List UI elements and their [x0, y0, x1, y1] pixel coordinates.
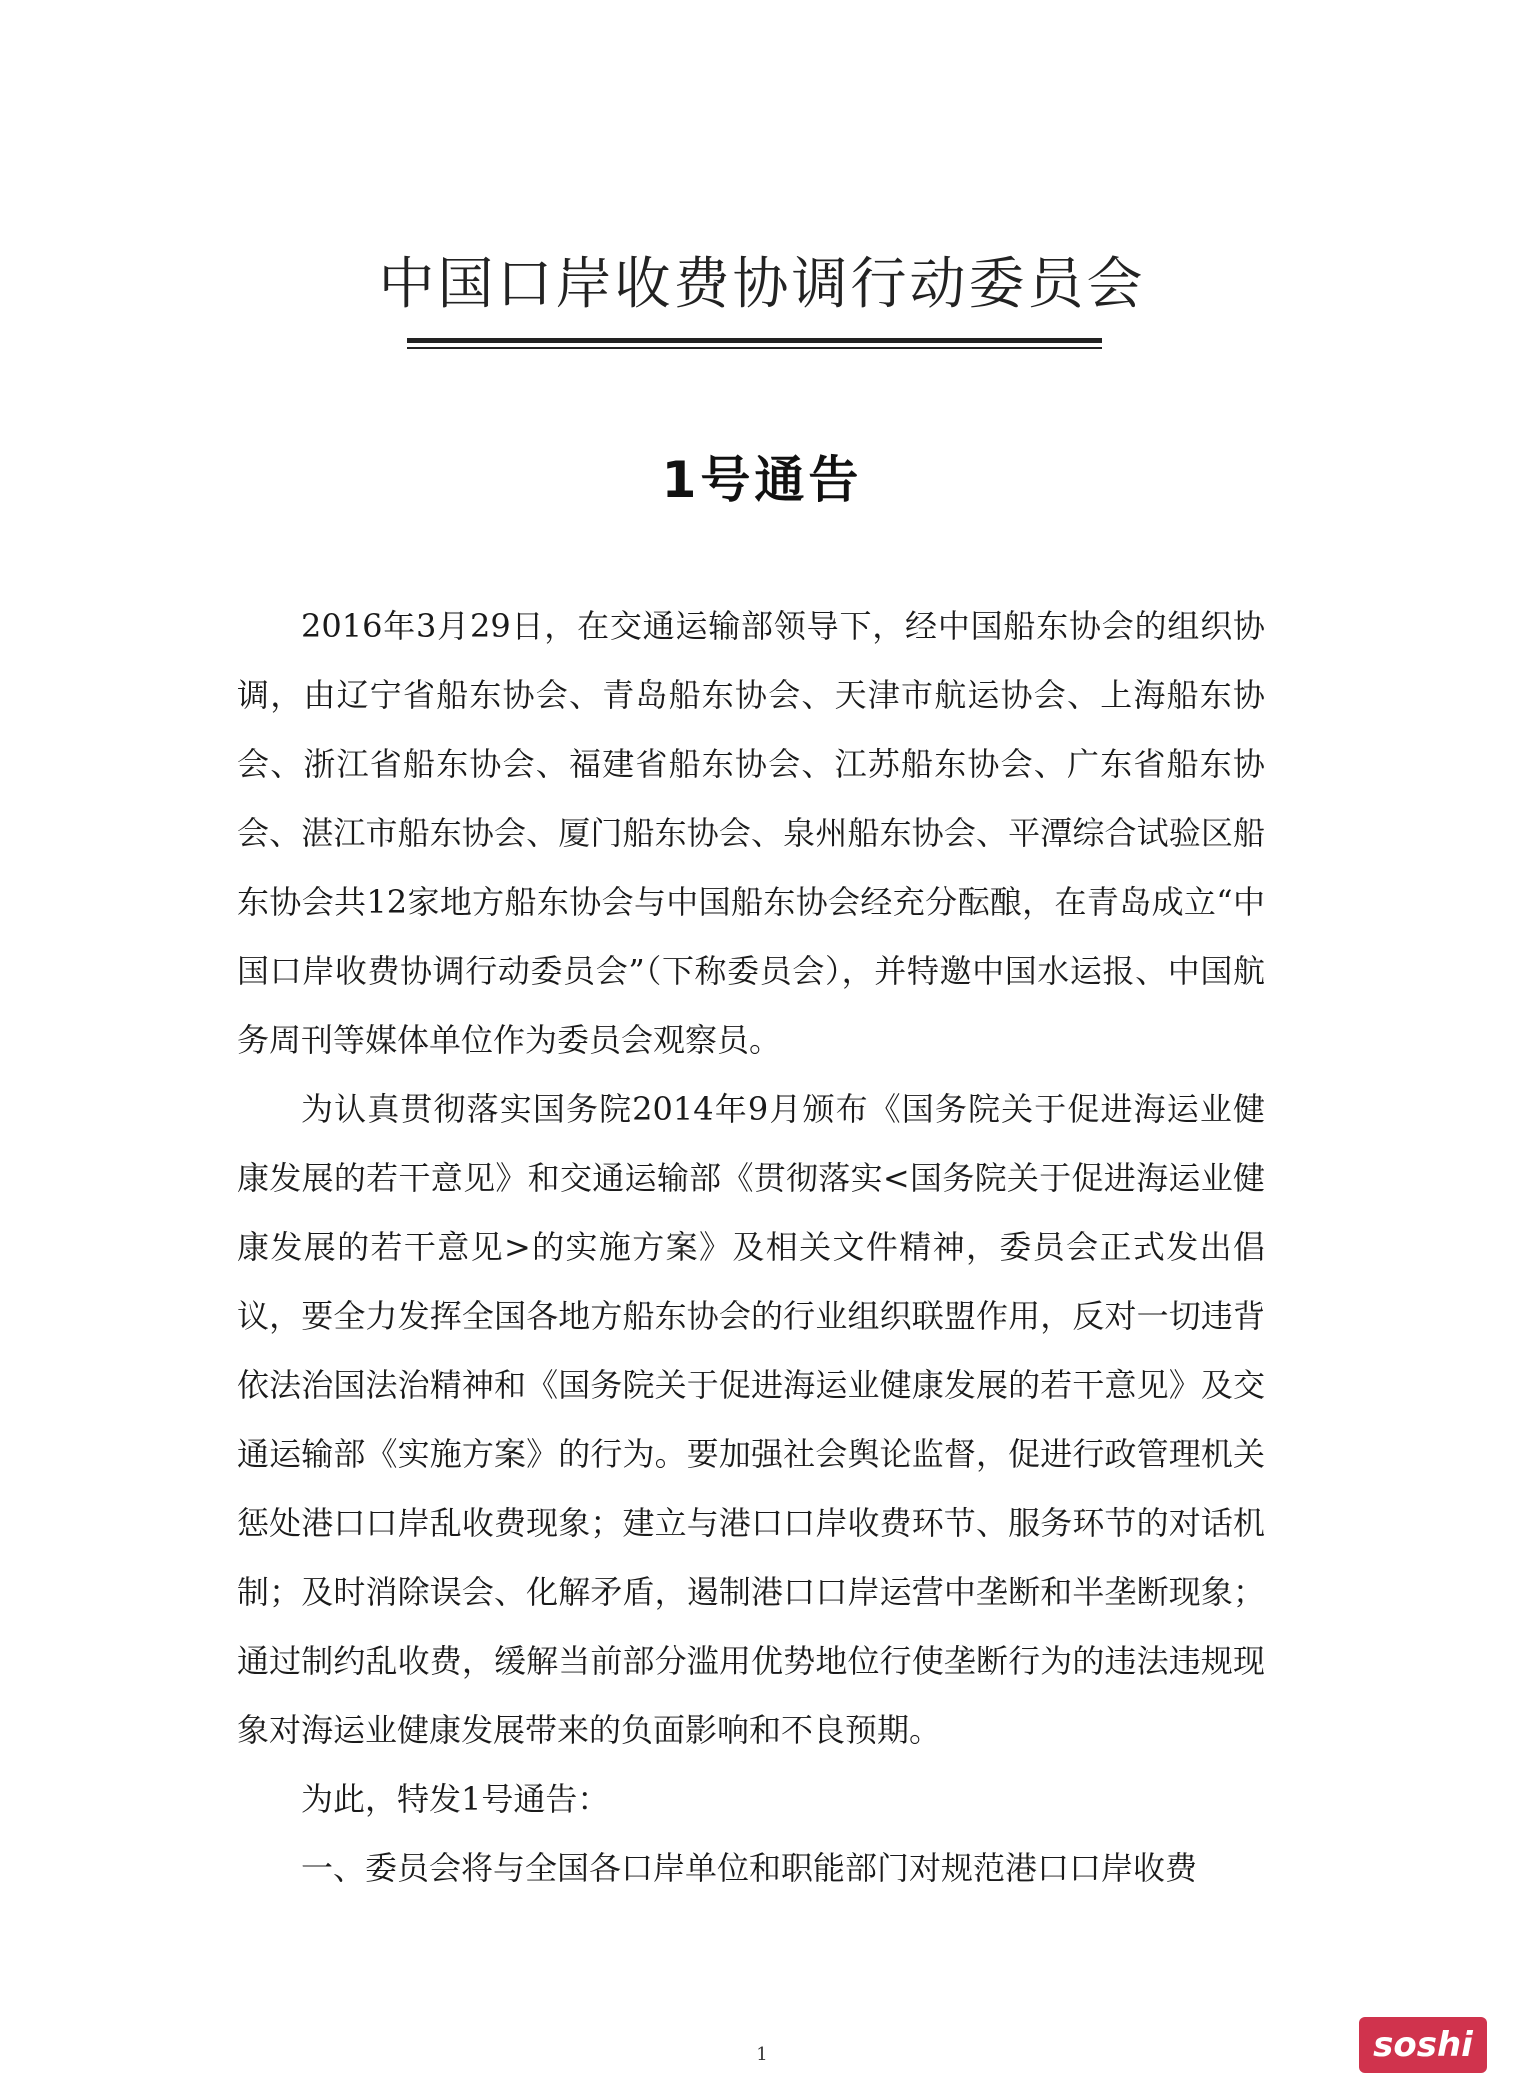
- paragraph-founding: 2016年3月29日，在交通运输部领导下，经中国船东协会的组织协调，由辽宁省船东协会、青岛船东协会、天津市航运协会、上海船东协会、浙江省船东协会、福建省船东协会、江苏船东协会、广东省船东协会、湛江市船东协会、厦门船东协会、泉州船东协会、平潭综合试验区船东协会共12家地方船东协会与中国船东协会经充分酝酿，在青岛成立“中国口岸收费协调行动委员会”（下称委员会），并特邀中国水运报、中国航务周刊等媒体单位作为委员会观察员。: [237, 607, 1265, 1059]
- organization-title: 中国口岸收费协调行动委员会: [378, 252, 1146, 317]
- page-number: 1: [756, 2044, 768, 2065]
- notice-title: 1号通告: [661, 451, 863, 509]
- header-rule-thick: [407, 338, 1102, 343]
- watermark-logo: [1322, 1990, 1524, 2099]
- notice-body: [237, 592, 1265, 1903]
- header-rule-thin: [407, 347, 1102, 349]
- paragraph-intro-clause: 为此，特发1号通告：: [301, 1780, 610, 1818]
- watermark-text: soshi: [1359, 2017, 1487, 2073]
- paragraph-clause-one: 一、委员会将与全国各口岸单位和职能部门对规范港口口岸收费: [301, 1849, 1198, 1887]
- paragraph-purpose: 为认真贯彻落实国务院2014年9月颁布《国务院关于促进海运业健康发展的若干意见》和交通运输部《贯彻落实<国务院关于促进海运业健康发展的若干意见>的实施方案》及相关文件精神，委员会正式发出倡议，要全力发挥全国各地方船东协会的行业组织联盟作用，反对一切违背依法治国法治精神和《国务院关于促进海运业健康发展的若干意见》及交通运输部《实施方案》的行为。要加强社会舆论监督，促进行政管理机关惩处港口口岸乱收费现象；建立与港口口岸收费环节、服务环节的对话机制；及时消除误会、化解矛盾，遏制港口口岸运营中垄断和半垄断现象；通过制约乱收费，缓解当前部分滥用优势地位行使垄断行为的违法违规现象对海运业健康发展带来的负面影响和不良预期。: [237, 1090, 1265, 1749]
